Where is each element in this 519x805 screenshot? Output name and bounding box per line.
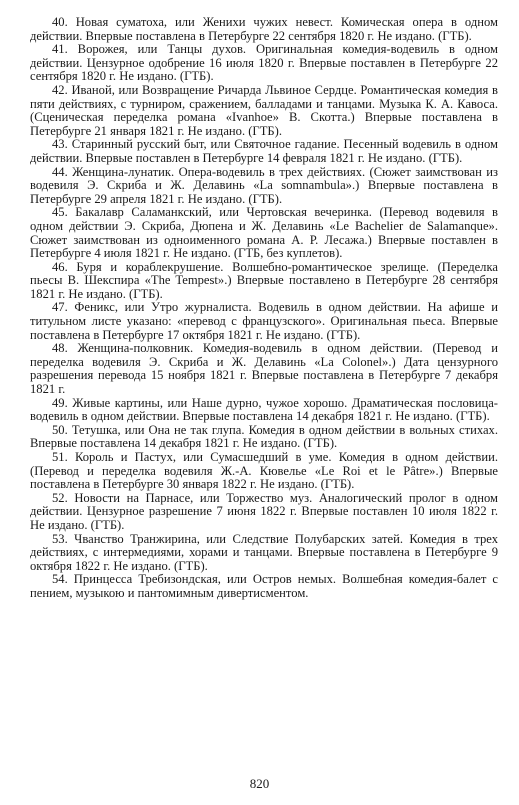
list-item: 48. Женщина-полковник. Комедия-водевиль в одном действии. (Перевод и переделка водевиля Э. Скриба и Ж. Делавинь «La Colonel».) Дата цензурного разрешения перевода 15 ноября 1821 г. Впервые поставлена в Петербурге 7 декабря 1821 г. — [30, 341, 498, 397]
list-item: 46. Буря и кораблекрушение. Волшебно-романтическое зрелище. (Переделка пьесы В. Шекспира «The Tempest».) Впервые поставлено в Петербурге 28 сентября 1821 г. Не издано. (ГТБ). — [30, 259, 498, 301]
page-number: 820 — [249, 776, 270, 791]
list-item: 40. Новая суматоха, или Женихи чужих невест. Комическая опера в одном действии. Впервые поставлена в Петербурге 22 сентября 1820 г. Не издано. (ГТБ). — [30, 15, 498, 43]
list-item: 54. Принцесса Требизондская, или Остров немых. Волшебная комедия-балет с пением, музыкою и пантомимным дивертисментом. — [30, 572, 498, 600]
list-item: 47. Феникс, или Утро журналиста. Водевиль в одном действии. На афише и титульном листе указано: «перевод с французского». Оригинальная пьеса. Впервые поставлена в Петербурге 17 октября 1821 г. Не издано. (ГТБ). — [30, 300, 498, 342]
list-item: 53. Чванство Транжирина, или Следствие Полубарских затей. Комедия в трех действиях, с интермедиями, хорами и танцами. Впервые поставлена в Петербурге 9 октября 1822 г. Не издано. (ГТБ). — [30, 531, 498, 573]
list-item: 45. Бакалавр Саламанкский, или Чертовская вечеринка. (Перевод водевиля в одном действии Э. Скриба, Дюпена и Ж. Делавинь «Le Bachelier de Salamanque». Сюжет заимствован из одноименного романа А. Р. Лесажа.) Впервые поставлен в Петербурге 4 июля 1821 г. Не издано. (ГТБ, без куплетов). — [30, 205, 498, 261]
list-item: 41. Ворожея, или Танцы духов. Оригинальная комедия-водевиль в одном действии. Цензурное одобрение 16 июля 1820 г. Впервые поставлен в Петербурге 22 сентября 1820 г. Не издано. (ГТБ). — [30, 42, 498, 84]
list-item: 42. Иваной, или Возвращение Ричарда Львиное Сердце. Романтическая комедия в пяти действиях, с турниром, сражением, балладами и танцами. Музыка К. А. Кавоса. (Сценическая переделка романа «Ivanhoe» В. Скотта.) Впервые поставлена в Петербурге 21 января 1821 г. Не издано. (ГТБ). — [30, 82, 498, 138]
list-item: 43. Старинный русский быт, или Святочное гадание. Песенный водевиль в одном действии. Впервые поставлен в Петербурге 14 февраля 1821 г. Не издано. (ГТБ). — [30, 137, 498, 165]
list-item: 52. Новости на Парнасе, или Торжество муз. Аналогический пролог в одном действии. Цензурное разрешение 7 июня 1822 г. Впервые поставлен 10 июля 1822 г. Не издано. (ГТБ). — [30, 490, 498, 532]
list-item: 44. Женщина-лунатик. Опера-водевиль в трех действиях. (Сюжет заимствован из водевиля Э. Скриба и Ж. Делавинь «La somnambula».) Впервые поставлена в Петербурге 29 апреля 1821 г. Не издано. (ГТБ). — [30, 164, 498, 206]
list-item: 49. Живые картины, или Наше дурно, чужое хорошо. Драматическая пословица-водевиль в одном действии. Впервые поставлена 14 декабря 1821 г. Не издано. (ГТБ). — [30, 395, 498, 424]
list-item: 51. Король и Пастух, или Сумасшедший в уме. Комедия в одном действии. (Перевод и переделка водевиля Ж.-А. Кювелье «Le Roi et le Pâtre».) Впервые поставлена в Петербурге 30 января 1822 г. Не издано. (ГТБ). — [30, 450, 498, 492]
list-item: 50. Тетушка, или Она не так глупа. Комедия в одном действии в вольных стихах. Впервые поставлена 14 декабря 1821 г. Не издано. (ГТБ). — [30, 422, 498, 451]
entry-list — [30, 16, 498, 601]
